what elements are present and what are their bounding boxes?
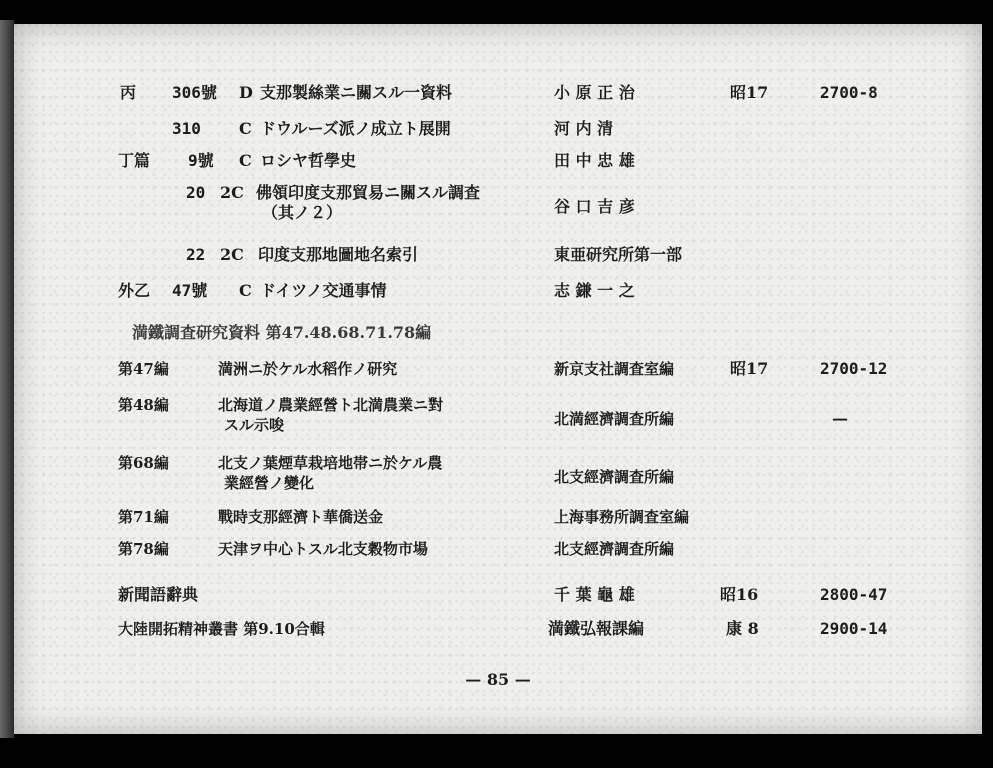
series-author: 新京支社調査室編 xyxy=(554,360,675,378)
series-code: — xyxy=(832,409,848,428)
entry-author: 河 内 清 xyxy=(554,119,614,138)
entry-grade: 2C xyxy=(220,183,244,202)
book-year: 昭16 xyxy=(720,585,759,604)
series-number: 第68編 xyxy=(118,454,169,472)
entry-number: 310 xyxy=(172,119,201,138)
book-author: 千 葉 龜 雄 xyxy=(554,585,635,604)
entry-grade: C xyxy=(239,281,252,300)
series-number: 第47編 xyxy=(118,360,169,378)
series-number: 第48編 xyxy=(118,396,169,414)
entry-number: 306號 xyxy=(172,83,217,102)
series-code: 2700-12 xyxy=(820,359,888,378)
entry-title-line2: （其ノ２） xyxy=(262,203,343,222)
entry-title: ドイツノ交通事情 xyxy=(260,281,387,300)
entry-author: 田 中 忠 雄 xyxy=(554,151,635,170)
entry-grade: C xyxy=(239,119,252,138)
entry-author: 小 原 正 治 xyxy=(554,83,635,102)
page-number: — 85 — xyxy=(465,670,531,689)
entry-title: 支那製絲業ニ關スル一資料 xyxy=(260,83,453,102)
entry-number: 22 xyxy=(186,245,206,264)
series-title: 北支ノ葉煙草栽培地帯ニ於ケル農 xyxy=(218,454,443,472)
series-title-line2: スル示唆 xyxy=(224,416,285,434)
series-header: 満鐵調査研究資料 第47.48.68.71.78編 xyxy=(132,323,432,342)
entry-prefix: 丙 xyxy=(120,83,137,102)
entry-title: ドウルーズ派ノ成立ト展開 xyxy=(260,119,451,138)
series-number: 第78編 xyxy=(118,540,169,558)
series-author: 北満經濟調査所編 xyxy=(554,410,675,428)
book-code: 2900-14 xyxy=(820,619,888,638)
entry-prefix: 外乙 xyxy=(118,281,151,300)
book-title: 大陸開拓精神叢書 第9.10合輯 xyxy=(118,620,325,638)
series-author: 北支經濟調査所編 xyxy=(554,468,675,486)
series-title: 戰時支那經濟ト華僑送金 xyxy=(218,508,384,526)
book-author: 満鐵弘報課編 xyxy=(548,619,645,638)
series-author: 北支經濟調査所編 xyxy=(554,540,675,558)
entry-number: 9號 xyxy=(188,151,214,170)
entry-prefix: 丁篇 xyxy=(118,151,151,170)
book-title: 新聞語辭典 xyxy=(118,585,199,604)
entry-author: 谷 口 吉 彦 xyxy=(554,197,635,216)
series-author: 上海事務所調査室編 xyxy=(554,508,690,526)
film-edge xyxy=(0,20,14,738)
entry-author: 東亜研究所第一部 xyxy=(554,245,683,264)
entry-number: 20 xyxy=(186,183,206,202)
entry-number: 47號 xyxy=(172,281,208,300)
entry-grade: D xyxy=(239,83,253,102)
series-title: 北海道ノ農業經營ト北満農業ニ對 xyxy=(218,396,444,414)
entry-title: 印度支那地圖地名索引 xyxy=(258,245,419,264)
entry-year: 昭17 xyxy=(730,83,769,102)
series-year: 昭17 xyxy=(730,359,769,378)
entry-author: 志 鎌 一 之 xyxy=(554,281,635,300)
entry-code: 2700-8 xyxy=(820,83,878,102)
entry-grade: 2C xyxy=(220,245,244,264)
book-year: 康 8 xyxy=(726,619,759,638)
document-page xyxy=(14,24,982,734)
entry-title: ロシヤ哲學史 xyxy=(260,151,357,170)
series-title: 天津ヲ中心トスル北支穀物市場 xyxy=(218,540,428,558)
entry-title: 佛領印度支那貿易ニ關スル調査 xyxy=(256,183,481,202)
series-number: 第71編 xyxy=(118,508,169,526)
book-code: 2800-47 xyxy=(820,585,888,604)
series-title-line2: 業經營ノ變化 xyxy=(224,474,315,492)
series-title: 満洲ニ於ケル水稻作ノ研究 xyxy=(218,360,398,378)
entry-grade: C xyxy=(239,151,252,170)
